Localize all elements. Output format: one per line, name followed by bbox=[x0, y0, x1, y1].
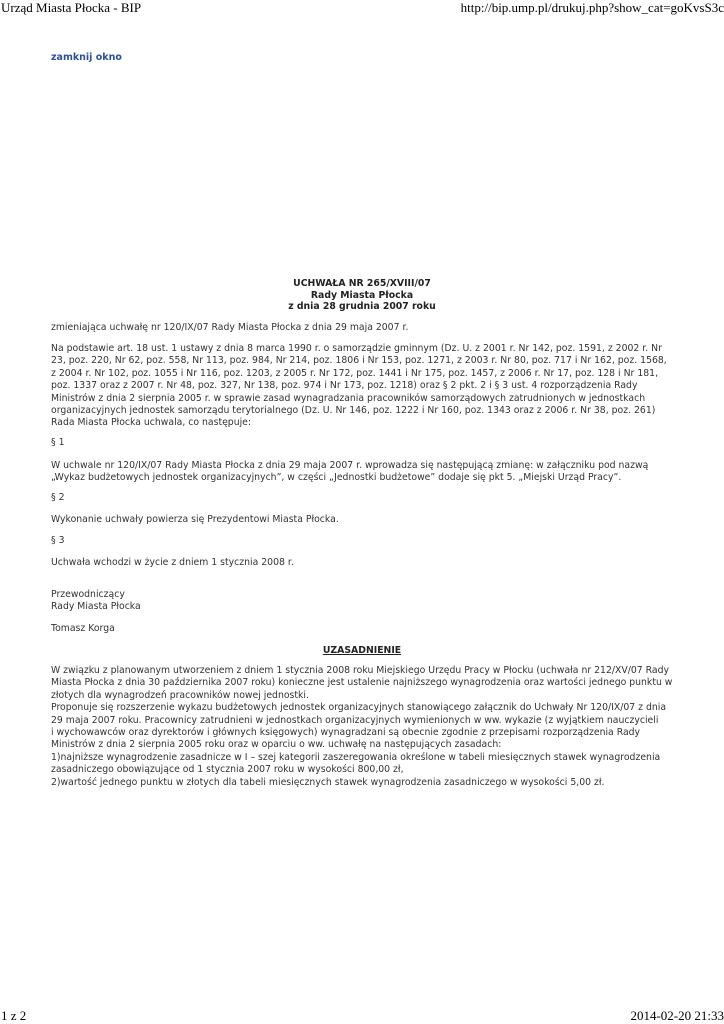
resolution-title bbox=[51, 278, 673, 313]
close-window-link[interactable]: zamknij okno bbox=[51, 52, 122, 63]
page-count: 1 z 2 bbox=[1, 1008, 27, 1023]
justification-line: zasadniczego obowiązujące od 1 stycznia 2007 roku w wysokości 800,00 zł, bbox=[51, 764, 404, 776]
resolution-date: z dnia 28 grudnia 2007 roku bbox=[288, 301, 436, 312]
print-header bbox=[0, 0, 724, 16]
justification-line: Proponuje się rozszerzenie wykazu budżetowych jednostek organizacyjnych stanowiącego załącznik do Uchwały Nr 120/IX/07 z dnia bbox=[51, 702, 667, 714]
legal-basis: Na podstawie art. 18 ust. 1 ustawy z dnia 8 marca 1990 r. o samorządzie gminnym (Dz. U. z 2001 r. Nr 142, poz. 1591, z 2002 r. Nr 23, poz. 220, Nr 62, poz. 558, Nr 113, poz. 984, Nr 214, poz. 1806 i Nr 153, poz. 1271, z 2003 r. Nr 80, poz. 717 i Nr 162, poz. 1568, z 2004 r. Nr 102, poz. 1055 i Nr 116, poz. 1203, z 2005 r. Nr 172, poz. 1441 i Nr 175, poz. 1457, z 2006 r. Nr 17, poz. 128 i Nr 181, poz. 1337 oraz z 2007 r. Nr 48, poz. 327, Nr 138, poz. 974 i Nr 173, poz. 1218) oraz § 2 pkt. 2 i § 3 ust. 4 rozporządzenia Rady Ministrów z dnia 2 sierpnia 2005 r. w sprawie zasad wynagradzania pracowników samorządowych zatrudnionych w jednostkach organizacyjnych jednostek samorządu terytorialnego (Dz. U. Nr 146, poz. 1222 i Nr 160, poz. 1343 oraz z 2006 r. Nr 38, poz. 261) Rada Miasta Płocka uchwala, co następuje: bbox=[51, 343, 667, 429]
signature-role-line1: Przewodniczący bbox=[51, 589, 125, 600]
justification-line: złotych dla wynagrodzeń pracowników nowej jednostki. bbox=[51, 689, 309, 701]
section-1-heading: § 1 bbox=[51, 437, 65, 448]
signature-role-line2: Rady Miasta Płocka bbox=[51, 601, 141, 612]
resolution-council: Rady Miasta Płocka bbox=[310, 289, 414, 301]
print-timestamp: 2014-02-20 21:33 bbox=[630, 1008, 724, 1023]
section-1-text: W uchwale nr 120/IX/07 Rady Miasta Płocka z dnia 29 maja 2007 r. wprowadza się następującą zmianę: w załączniku pod nazwą „Wykaz budżetowych jednostek organizacyjnych”, w części „Jednostki budżetowe” dodaje się pkt 5. „Miejski Urząd Pracy”. bbox=[51, 460, 649, 484]
print-header-url: http://bip.ump.pl/drukuj.php?show_cat=goKvsS3c bbox=[460, 0, 724, 15]
resolution-number: UCHWAŁA NR 265/XVIII/07 bbox=[293, 278, 431, 289]
justification-body bbox=[51, 665, 673, 789]
signature-name: Tomasz Korga bbox=[51, 623, 115, 634]
section-3-heading: § 3 bbox=[51, 535, 65, 546]
section-2-text: Wykonanie uchwały powierza się Prezydentowi Miasta Płocka. bbox=[51, 514, 339, 525]
justification-line: 29 maja 2007 roku. Pracownicy zatrudnieni w jednostkach organizacyjnych wymienionych w ww. wykazie (z wyjątkiem nauczycieli bbox=[51, 714, 659, 726]
justification-line: Ministrów z dnia 2 sierpnia 2005 roku oraz w oparciu o ww. uchwałę na następujących zasadach: bbox=[51, 739, 502, 751]
print-header-title: Urząd Miasta Płocka - BIP bbox=[1, 0, 142, 15]
resolution-subtitle: zmieniająca uchwałę nr 120/IX/07 Rady Miasta Płocka z dnia 29 maja 2007 r. bbox=[51, 322, 409, 333]
section-2-heading: § 2 bbox=[51, 492, 65, 503]
justification-line: Miasta Płocka z dnia 30 października 2007 roku) konieczne jest ustalenie najniższego wynagrodzenia oraz wartości jednego punktu w bbox=[51, 677, 673, 689]
justification-line: 2)wartość jednego punktu w złotych dla tabeli miesięcznych stawek wynagrodzenia zasadniczego w wysokości 5,00 zł. bbox=[51, 776, 605, 788]
justification-line: 1)najniższe wynagrodzenie zasadnicze w I – szej kategorii zaszeregowania określone w tabeli miesięcznych stawek wynagrodzenia bbox=[51, 751, 661, 763]
justification-heading: UZASADNIENIE bbox=[322, 645, 402, 656]
justification-line: i wychowawców oraz dyrektorów i głównych księgowych) wynagradzani są obecnie zgodnie z przepisami rozporządzenia Rady bbox=[51, 727, 641, 739]
section-3-text: Uchwała wchodzi w życie z dniem 1 stycznia 2008 r. bbox=[51, 557, 294, 568]
justification-line: W związku z planowanym utworzeniem z dniem 1 stycznia 2008 roku Miejskiego Urzędu Pracy w Płocku (uchwała nr 212/XV/07 Rady bbox=[51, 665, 669, 676]
print-footer bbox=[0, 1008, 724, 1024]
